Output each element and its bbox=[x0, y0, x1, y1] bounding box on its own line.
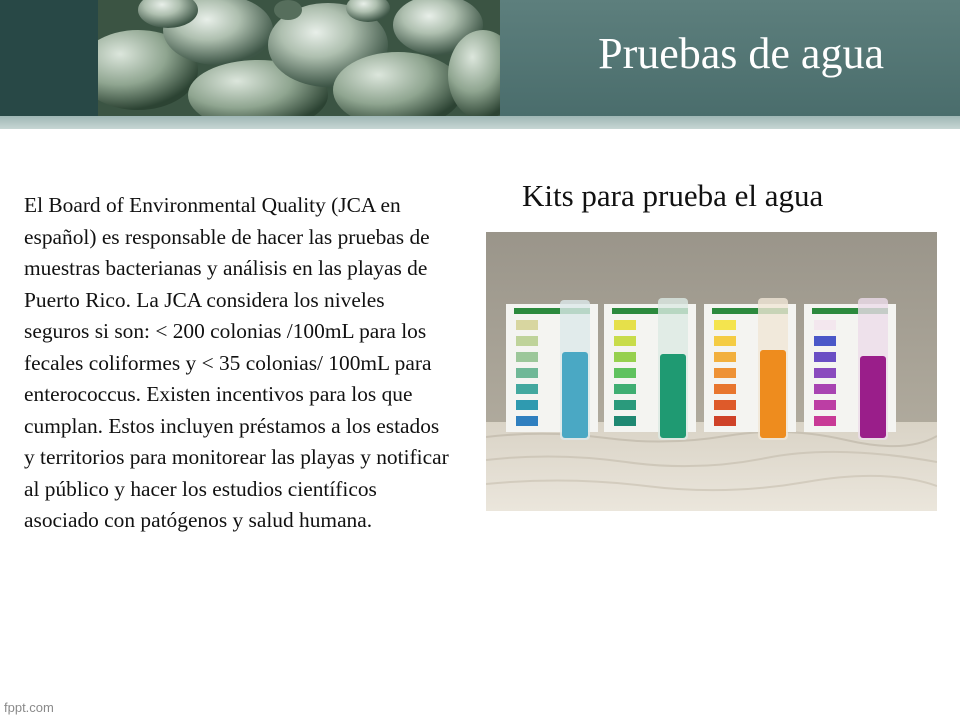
slide-header bbox=[0, 0, 960, 116]
photo-caption: Kits para prueba el agua bbox=[522, 178, 824, 213]
header-accent-strip bbox=[0, 116, 960, 129]
header-dark-panel bbox=[0, 0, 98, 116]
water-test-kits-photo bbox=[486, 232, 937, 511]
bacteria-microscope-image bbox=[98, 0, 500, 116]
slide-title: Pruebas de agua bbox=[598, 29, 884, 78]
body-paragraph: El Board of Environmental Quality (JCA en español) es responsable de hacer las pruebas de muestras bacterianas y análisis en las playas de Puerto Rico. La JCA considera los niveles seguros si son: < 200 colonias /100mL para los fecales coliformes y < 35 colonias/ 100mL para enterococcus. Existen incentivos para los que cumplan. Estos incluyen préstamos a los estados y territorios para monitorear las playas y notificar al público y hacer los estudios científicos asociado con patógenos y salud humana. bbox=[24, 193, 449, 532]
fppt-watermark: fppt.com bbox=[4, 700, 54, 715]
